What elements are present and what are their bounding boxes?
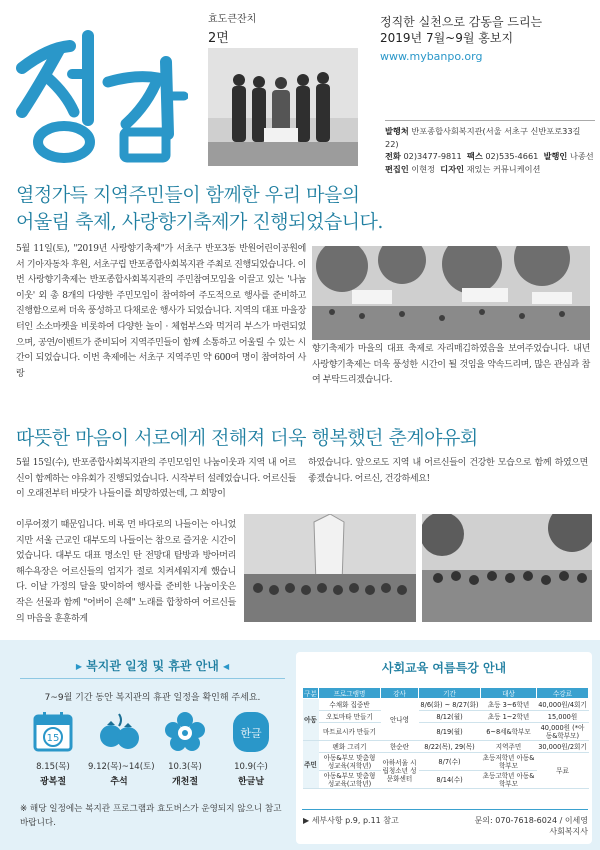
teacher-cell: 한순란: [381, 741, 419, 753]
contact-note: 문의: 070-7618-6024 / 이세영 사회복지사: [474, 816, 588, 836]
holiday-name: 한글날: [237, 777, 265, 787]
logo: [8, 8, 188, 168]
details-note: ▶ 세부사항 p.9, p.11 참고: [303, 816, 399, 825]
schedule-title-text: 복지관 일정 및 휴관 안내: [86, 659, 219, 673]
article2-body-right: 하였습니다. 앞으로도 지역 내 어르신들이 건강한 모습으로 함께 하였으면 좋겠습니다. 어르신, 건강하세요!: [308, 458, 588, 484]
article2-body-left-bottom: 이루어졌기 때문입니다. 비록 먼 바다로의 나들이는 아니었지만 서울 근교인 대부도의 나들이는 참으로 즐거운 시간이었습니다. 대부도 대표 명소인 탄 전망대 탐방과 방아머리 해수욕장은 어르신들의 엄지가 절로 치켜세워지게 했습니다. 이날 가정의 달을 맞이하여 행사를 준비한 나눔이웃은 작은 선물과 함께 "어버이 은혜" 노래를 합창하여 어르신들의 마음을 훈훈하게: [16, 520, 236, 624]
col-header: 프로그램명: [319, 688, 381, 699]
publisher-key: 발행처: [385, 126, 409, 136]
hangul-icon-label: 한글: [240, 727, 262, 740]
holiday-date: 10.9(수): [234, 762, 268, 772]
fee-cell: 30,000원/2회기: [538, 742, 587, 751]
holiday-item: [88, 710, 155, 787]
program-cell: 수채화 집중반: [319, 699, 381, 711]
education-title: 사회교육 여름특강 안내: [381, 661, 507, 675]
group-cell: 주민: [303, 741, 319, 789]
picnic-photo-1: [244, 514, 416, 622]
holiday-date: 10.3(목): [168, 762, 202, 772]
editor-key: 편집인: [385, 163, 409, 174]
schedule-desc: 7~9월 기간 동안 복지관의 휴관 일정을 확인해 주세요.: [44, 693, 261, 703]
phone-value: 02)3477-9811: [403, 151, 462, 161]
calendar-icon-label: 15: [46, 733, 60, 744]
triangle-icon: ◀: [223, 662, 230, 671]
period-cell: 8/12(월): [419, 711, 481, 723]
triangle-icon: ▶: [75, 662, 82, 671]
table-row: [303, 699, 589, 711]
festival-photo: [312, 246, 590, 340]
program-cell: 아동&부모 맞춤형 성교육(저학년): [319, 753, 381, 771]
slogan: [380, 14, 590, 46]
target-cell: 지역주민: [481, 741, 537, 753]
page-label: 2면: [208, 31, 229, 46]
issue-box: [208, 10, 358, 46]
target-cell: 초등저학년 아동&학부모: [481, 753, 537, 771]
table-row: [303, 753, 589, 771]
website-link[interactable]: www.mybanpo.org: [380, 50, 483, 63]
article1-body-left: 5월 11일(토), "2019년 사랑향기축제"가 서초구 반포3동 반원어린이공원에서 기아자동차 후원, 서초구립 반포종합사회복지관 주최로 진행되었습니다. 이번 사랑향기축제는 반포종합사회복지관의 주민참여모임을 이끌고 있는 '나눔이웃' 외 총 8개의 다양한 주민모임이 참여하여 주도적으로 행사를 준비하고 진행함으로써 더욱 풍성하고 다채로운 행사가 되었습니다. 지역의 대표 마을장터인 소소마켓을 비롯하여 다양한 놀이 · 체험부스와 먹거리 부스가 마련되었으며, 공연/이벤트가 준비되어 지역주민들이 함께 소통하고 어울릴 수 있는 시간이 되었습니다. 이번 축제에는 서초구 지역주민 약 600여 명이 참여하여 사랑: [16, 244, 306, 379]
article1-title: [16, 182, 586, 236]
issuer-value: 나종선: [569, 151, 594, 161]
table-row: [303, 723, 589, 741]
slogan-line1: 정직한 실천으로 감동을 드리는: [380, 15, 543, 29]
publisher-value: 반포종합사회복지관(서울 서초구 신반포로33길 22): [385, 126, 581, 149]
holiday-name: 광복절: [39, 777, 67, 787]
slogan-line2: 2019년 7월~9월 홍보지: [380, 31, 514, 45]
period-cell: 8/6(화) ~ 8/27(화): [420, 700, 479, 709]
fax-key: 팩스: [466, 151, 483, 161]
flower-icon: [163, 710, 207, 754]
article1-title-line2: 어울림 축제, 사랑향기축제가 진행되었습니다.: [16, 211, 383, 233]
col-header: 강사: [381, 688, 419, 699]
calendar-icon: [31, 710, 75, 754]
col-header: 기간: [419, 688, 481, 699]
fee-cell: 40,000원 (*아동&학부모): [537, 723, 589, 741]
divider: [302, 809, 588, 810]
editor-value: 이현정: [411, 163, 436, 174]
period-cell: 8/22(목), 29(목): [419, 741, 481, 753]
teacher-cell: 안나영: [381, 699, 419, 741]
fee-cell: 15,000원: [537, 711, 589, 723]
hero-photo: [208, 48, 358, 166]
fee-cell: 40,000원/4회기: [538, 700, 587, 709]
issue-label: 효도큰잔치: [208, 14, 257, 25]
article2-title: 따뜻한 마음이 서로에게 전해져 더욱 행복했던 춘계야유회: [16, 427, 478, 449]
period-cell: 8/7(수): [419, 753, 481, 771]
holiday-name: 개천절: [171, 777, 199, 787]
holiday-name: 추석: [110, 777, 128, 787]
persimmon-icon: [97, 710, 141, 754]
col-header: 대상: [481, 688, 537, 699]
picnic-photo-2: [422, 514, 592, 622]
period-cell: 8/19(월): [419, 723, 481, 741]
article1-body-right: 향기축제가 마을의 대표 축제로 자리매김하였음을 보여주었습니다. 내년 사랑향기축제는 더욱 풍성한 시간이 될 것임을 약속드리며, 많은 관심과 참여 부탁드리겠습니다.: [312, 344, 590, 386]
divider: [20, 678, 285, 679]
program-cell: 마트료시카 만들기: [319, 723, 381, 741]
schedule-title: [20, 657, 285, 674]
education-table: [302, 687, 589, 789]
holiday-date: 8.15(목): [36, 762, 70, 772]
target-cell: 6~8세&학부모: [481, 723, 537, 741]
holiday-item: [220, 710, 282, 787]
issuer-key: 발행인: [543, 151, 568, 161]
holiday-item: [154, 710, 216, 787]
period-cell: 8/14(수): [419, 771, 481, 789]
program-cell: 펜화 그리기: [319, 741, 381, 753]
fee-cell: 무료: [537, 753, 589, 789]
design-value: 재있는 커뮤니케이션: [466, 163, 541, 174]
table-row: [303, 741, 589, 753]
phone-key: 전화: [385, 151, 401, 161]
col-header: 구분: [303, 688, 319, 699]
fax-value: 02)535-4661: [485, 151, 539, 161]
publisher-info: [385, 120, 595, 175]
holiday-date: 9.12(목)~14(토): [88, 762, 155, 772]
article2-body-left-top: 5월 15일(수), 반포종합사회복지관의 주민모임인 나눔이웃과 지역 내 어르신이 함께하는 야유회가 진행되었습니다. 시작부터 설레었습니다. 어르신들이 오래전부터 바닷가 나들이를 희망하였는데, 그 희망이: [16, 458, 296, 500]
table-header-row: [303, 688, 589, 699]
article1-title-line1: 열정가득 지역주민들이 함께한 우리 마을의: [16, 184, 360, 206]
table-row: [303, 711, 589, 723]
hangul-icon: [229, 710, 273, 754]
col-header: 수강료: [537, 688, 589, 699]
design-key: 디자인: [440, 163, 465, 174]
target-cell: 초등 3~6학년: [481, 699, 537, 711]
target-cell: 초등 1~2학년: [481, 711, 537, 723]
teacher-cell: 아하서울 시립청소년 성문화센터: [381, 753, 419, 789]
target-cell: 초등고학년 아동&학부모: [481, 771, 537, 789]
program-cell: 오토마타 만들기: [319, 711, 381, 723]
holiday-item: [22, 710, 84, 787]
program-cell: 아동&부모 맞춤형 성교육(고학년): [319, 771, 381, 789]
schedule-note: ※ 해당 일정에는 복지관 프로그램과 효도버스가 운영되지 않으니 참고 바랍니다.: [20, 804, 282, 828]
group-cell: 아동: [303, 699, 319, 741]
